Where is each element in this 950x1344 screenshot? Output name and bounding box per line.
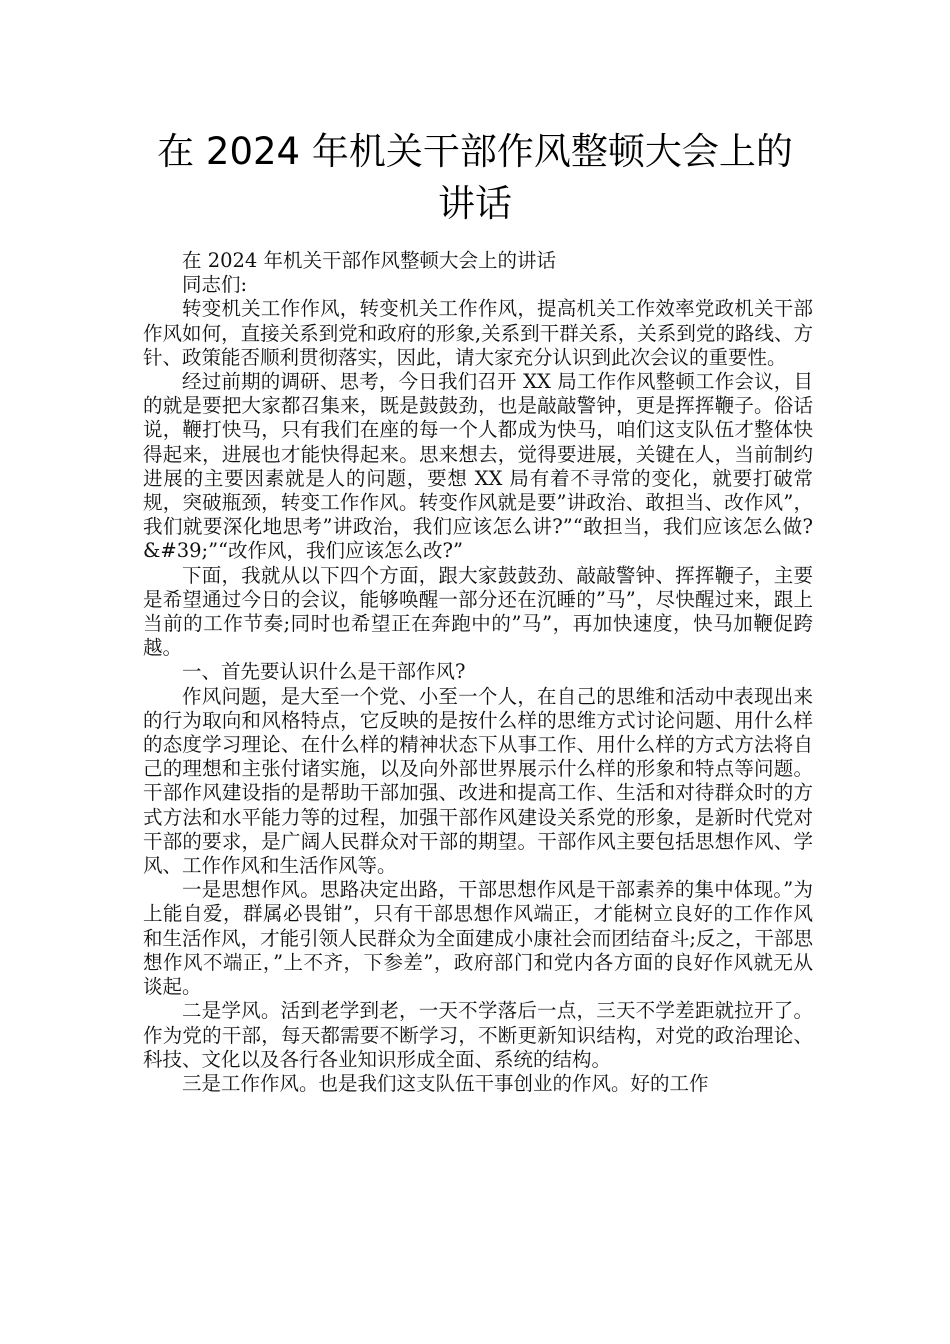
- paragraph: 下面，我就从以下四个方面，跟大家鼓鼓劲、敲敲警钟、挥挥鞭子，主要是希望通过今日的会议，能够唤醒一部分还在沉睡的”马”，尽快醒过来，跟上当前的工作节奏;同时也希望正在奔跑中的”马”，再加快速度，快马加鞭促跨越。: [143, 563, 813, 660]
- document-title-line-2: 讲话: [438, 182, 512, 225]
- paragraph: 二是学风。活到老学到老，一天不学落后一点，三天不学差距就拉开了。作为党的干部，每天都需要不断学习，不断更新知识结构，对党的政治理论、科技、文化以及各行各业知识形成全面、系统的结构。: [143, 999, 813, 1071]
- salutation: 同志们:: [182, 273, 248, 297]
- body-subtitle: 在 2024 年机关干部作风整顿大会上的讲话: [182, 249, 557, 272]
- document-body: [143, 249, 813, 1096]
- paragraph: 转变机关工作作风，转变机关工作作风，提高机关工作效率党政机关干部作风如何，直接关系到党和政府的形象,关系到干群关系，关系到党的路线、方针、政策能否顺利贯彻落实，因此，请大家充分认识到此次会议的重要性。: [143, 297, 813, 369]
- paragraph: 作风问题，是大至一个党、小至一个人，在自己的思维和活动中表现出来的行为取向和风格特点，它反映的是按什么样的思维方式讨论问题、用什么样的态度学习理论、在什么样的精神状态下从事工作、用什么样的方式方法将自己的理想和主张付诸实施，以及向外部世界展示什么样的形象和特点等问题。干部作风建设指的是帮助干部加强、改进和提高工作、生活和对待群众时的方式方法和水平能力等的过程，加强干部作风建设关系党的形象，是新时代党对干部的要求，是广阔人民群众对干部的期望。干部作风主要包括思想作风、学风、工作作风和生活作风等。: [143, 684, 813, 878]
- document-title-line-1: 在 2024 年机关干部作风整顿大会上的: [157, 130, 793, 173]
- paragraph: 一是思想作风。思路决定出路，干部思想作风是干部素养的集中体现。”为上能自爱，群属必畏钳”，只有干部思想作风端正，才能树立良好的工作作风和生活作风，才能引领人民群众为全面建成小康社会而团结奋斗;反之，干部思想作风不端正，”上不齐，下参差”，政府部门和党内各方面的良好作风就无从谈起。: [143, 878, 813, 999]
- paragraph: 三是工作作风。也是我们这支队伍干事创业的作风。好的工作: [182, 1071, 709, 1095]
- paragraph: 经过前期的调研、思考，今日我们召开 XX 局工作作风整顿工作会议，目的就是要把大家都召集来，既是鼓鼓劲，也是敲敲警钟，更是挥挥鞭子。俗话说，鞭打快马，只有我们在座的每一个人都成为快马，咱们这支队伍才整体快得起来，进展也才能快得起来。思来想去，觉得要进展，关键在人，当前制约进展的主要因素就是人的问题，要想 XX 局有着不寻常的变化，就要打破常规，突破瓶颈，转变工作作风。转变作风就是要”讲政治、敢担当、改作风”，我们就要深化地思考”讲政治，我们应该怎么讲?”“敢担当，我们应该怎么做?&#39;”“改作风，我们应该怎么改?”: [143, 370, 813, 563]
- section-heading: 一、首先要认识什么是干部作风?: [182, 660, 466, 684]
- document-title: [120, 126, 830, 230]
